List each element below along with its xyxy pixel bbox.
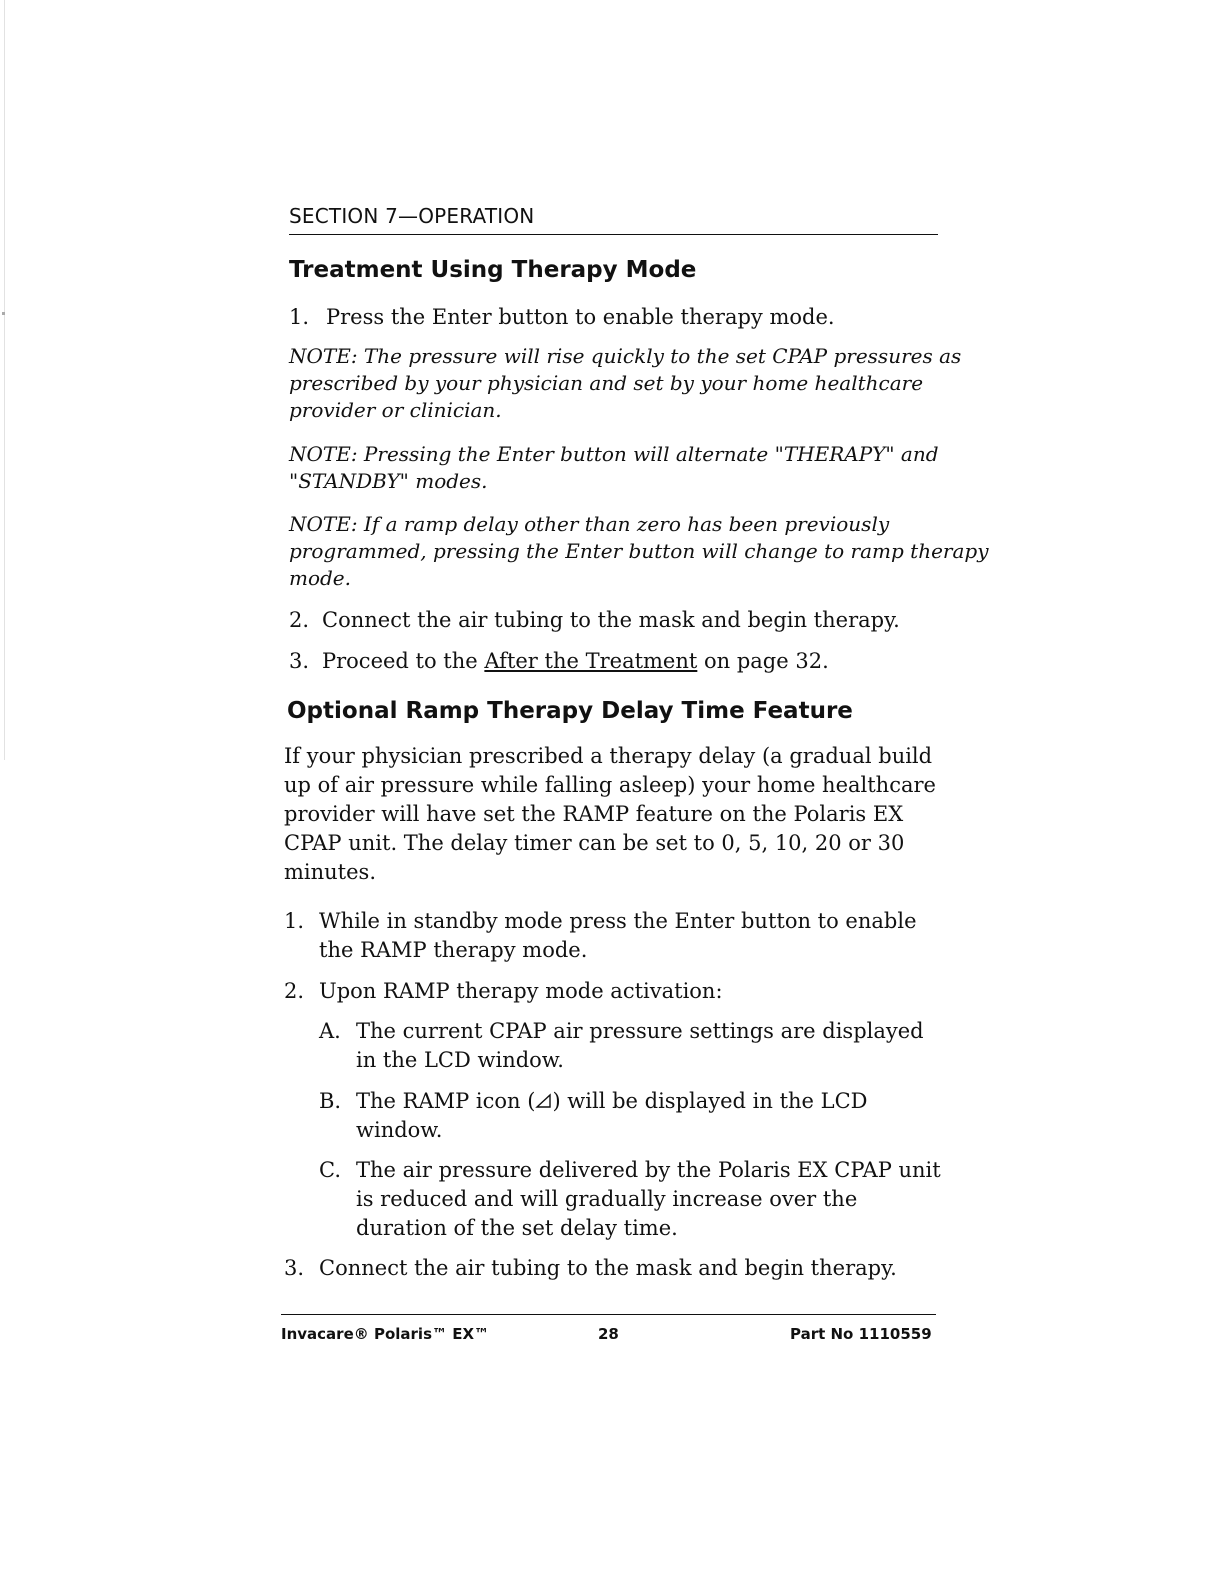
step-text (322, 647, 829, 675)
note-line: NOTE: The pressure will rise quickly to the set CPAP pressures as (289, 344, 962, 368)
step-text: Connect the air tubing to the mask and begin therapy. (319, 1256, 897, 1280)
footer-page-number: 28 (598, 1325, 619, 1343)
step-text: Press the Enter button to enable therapy mode. (326, 305, 835, 329)
substep-text: in the LCD window. (356, 1048, 564, 1072)
note-line: "STANDBY" modes. (289, 469, 488, 493)
note-line: NOTE: Pressing the Enter button will alternate "THERAPY" and (289, 442, 939, 466)
heading-therapy-mode: Treatment Using Therapy Mode (289, 257, 697, 283)
substep-text: is reduced and will gradually increase over the (356, 1187, 858, 1211)
note-line: NOTE: If a ramp delay other than zero has been previously (289, 512, 890, 536)
footer-rule (281, 1314, 936, 1315)
heading-ramp-feature: Optional Ramp Therapy Delay Time Feature (287, 698, 853, 724)
step-number: 3. (289, 649, 310, 673)
step-text: Connect the air tubing to the mask and begin therapy. (322, 608, 900, 632)
substep-text: The current CPAP air pressure settings are displayed (356, 1019, 924, 1043)
step-number: 2. (284, 979, 305, 1003)
step-number: 1. (289, 305, 310, 329)
substep-text: window. (356, 1118, 443, 1142)
footer-product: Invacare® Polaris™ EX™ (281, 1325, 490, 1343)
note-line: prescribed by your physician and set by your home healthcare (289, 371, 924, 395)
step-text-pre: Proceed to the (322, 649, 485, 673)
substep-text-post: ) will be displayed in the LCD (552, 1089, 868, 1113)
note-line: provider or clinician. (289, 398, 502, 422)
substep-text (356, 1087, 868, 1115)
footer-part-number: Part No 1110559 (790, 1325, 932, 1343)
step-number: 2. (289, 608, 310, 632)
section-header: SECTION 7—OPERATION (289, 204, 938, 235)
substep-text: duration of the set delay time. (356, 1216, 678, 1240)
paragraph-line: CPAP unit. The delay timer can be set to 0, 5, 10, 20 or 30 (284, 831, 905, 855)
substep-label: A. (319, 1019, 341, 1043)
substep-label: B. (319, 1089, 342, 1113)
note-line: mode. (289, 566, 352, 590)
step-number: 1. (284, 909, 305, 933)
scan-edge-mark (2, 312, 5, 315)
paragraph-line: If your physician prescribed a therapy delay (a gradual build (284, 744, 933, 768)
substep-label: C. (319, 1158, 341, 1182)
paragraph-line: up of air pressure while falling asleep) your home healthcare (284, 773, 936, 797)
ramp-icon (535, 1093, 552, 1109)
scan-edge-line (4, 0, 5, 760)
note-line: programmed, pressing the Enter button will change to ramp therapy (289, 539, 989, 563)
after-treatment-link[interactable]: After the Treatment (484, 649, 698, 673)
step-text: Upon RAMP therapy mode activation: (319, 979, 723, 1003)
substep-text-pre: The RAMP icon ( (356, 1089, 536, 1113)
paragraph-line: provider will have set the RAMP feature on the Polaris EX (284, 802, 904, 826)
step-text: the RAMP therapy mode. (319, 938, 588, 962)
step-text: While in standby mode press the Enter button to enable (319, 909, 917, 933)
step-text-post: on page 32. (697, 649, 829, 673)
paragraph-line: minutes. (284, 860, 376, 884)
step-number: 3. (284, 1256, 305, 1280)
substep-text: The air pressure delivered by the Polaris EX CPAP unit (356, 1158, 941, 1182)
